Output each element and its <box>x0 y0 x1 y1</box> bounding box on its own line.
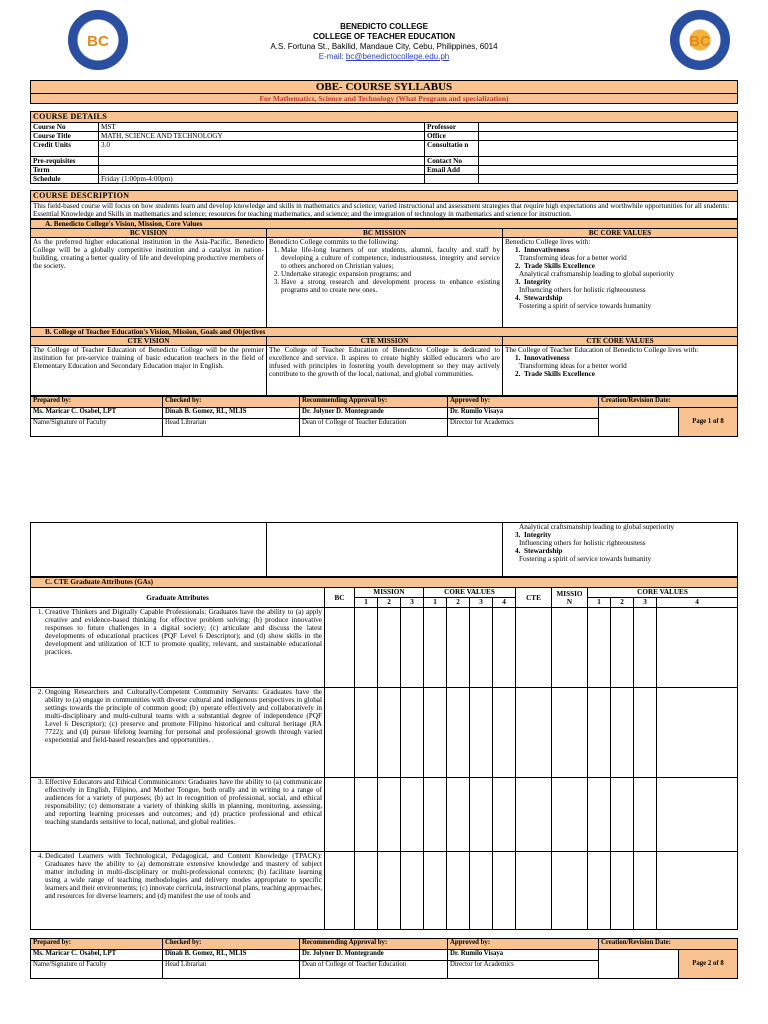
course-description-text: This field-based course will focus on how students learn and develop knowledge and skills in mathematics and science; varied instructional and assessment strategies that require high expectations and worthwhile opportunities for all students: Essential Knowledge and Skills in mathematics and science; resources for teaching mathematics, and science; and the integration of technology in mathematics and science for instruction. <box>31 202 738 219</box>
bc-core-values-text: Benedicto College lives with: 1. Innovativeness Transforming ideas for a better world 2. Trade Skills Excellence Analytical craftsmanship leading to global superiority 3. Integrity Influencing others for holistic righteousness 4. Stewardship Fostering a spirit of service towards humanity <box>503 238 738 328</box>
approval-footer-2: Prepared by: Checked by: Recommending Approval by: Approved by: Creation/Revision Date: Ms. Maricar C. Osabel, LPT Dinah B. Gomez, RL, MLIS Dr. Jolyner D. Montegrande Dr. Rumilo Visaya Page 2 of 8 Name/Signature of Faculty Head Librarian Dean of College of Teacher Education Director for Academics <box>30 938 738 979</box>
email-line: E-mail: bc@benedictocollege.edu.ph <box>318 52 450 61</box>
letterhead <box>30 10 738 80</box>
course-description-table <box>30 190 738 219</box>
email-link[interactable]: bc@benedictocollege.edu.ph <box>345 52 450 61</box>
document-subtitle: For Mathematics, Science and Technology (What Program and specialization) <box>30 94 738 104</box>
cte-vision-text: The College of Teacher Education of Benedicto College will be the premier institution for pre-service training of basic education teachers in the field of Elementary Education and Secondary Education major in English. <box>31 346 267 396</box>
table-row: 2. Ongoing Researchers and Culturally-Competent Community Servants: Graduates have the ability to (a) engage in communities with diverse cultural and indigenous perspectives in global settings towards the principle of common good; (b) operate effectively and collaboratively in multi-disciplinary and multi-cultural teams with a substantial degree of independence (PQF Level 6 Descriptor); (c) preserve and promote Filipino historical and cultural heritage (RA 7722); and (d) pursue lifelong learning for personal and professional growth through varied experiential and field-based researches and opportunities. <box>31 688 738 778</box>
table-row: Course No MST Professor <box>31 123 738 132</box>
section-a-table <box>30 219 738 396</box>
benedicto-college-seal-right: BC <box>670 10 730 70</box>
section-c-heading: C. CTE Graduate Attributes (GAs) <box>31 578 738 588</box>
course-details-heading: COURSE DETAILS <box>31 112 738 123</box>
benedicto-college-logo-left: BC <box>68 10 128 70</box>
page-number: Page 1 of 8 <box>679 408 738 437</box>
document-title: OBE- COURSE SYLLABUS <box>30 80 738 94</box>
table-row: 3. Effective Educators and Ethical Communicators: Graduates have the ability to (a) communicate effectively in English, Filipino, and Mother Tongue, both orally and in writing to a range of audiences for a variety of purposes; (b) act in recognition of professional, social, and ethical responsibility; (c) demonstrate a variety of thinking skills in planning, monitoring, assessing, and reporting learning processes and outcomes; and (d) practice professional and ethical teaching standards sensitive to local, national, and global realities. <box>31 778 738 852</box>
course-description-heading: COURSE DESCRIPTION <box>31 191 738 202</box>
address: A.S. Fortuna St., Bakilid, Mandaue City, Cebu, Philippines, 6014 <box>270 42 498 51</box>
section-b-continued <box>30 522 738 577</box>
cte-mission-heading: CTE MISSION <box>267 337 503 346</box>
table-row: 1. Creative Thinkers and Digitally Capable Professionals: Graduates have the ability to (a) apply creative and evidence-based thinking for effective problem solving; (b) produce innovative responses to future challenges in a digital society; (c) articulate and discuss the latest developments of educational practices (PQF Level 6 Descriptor); and (d) show skills in the development and utilization of ICT to promote quality, relevant, and sustainable educational practices. <box>31 608 738 688</box>
cte-core-values-heading: CTE CORE VALUES <box>503 337 738 346</box>
unit-name: COLLEGE OF TEACHER EDUCATION <box>312 32 456 41</box>
syllabus-page-1 <box>30 10 738 437</box>
approval-footer-1: Prepared by: Checked by: Recommending Approval by: Approved by: Creation/Revision Date: Ms. Maricar C. Osabel, LPT Dinah B. Gomez, RL, MLIS Dr. Jolyner D. Montegrande Dr. Rumilo Visaya Page 1 of 8 Name/Signature of Faculty Head Librarian Dean of College of Teacher Education Director for Academics <box>30 396 738 437</box>
ga-column-header: Graduate Attributes <box>31 588 325 608</box>
table-row: Course Title MATH, SCIENCE AND TECHNOLOGY Office <box>31 132 738 141</box>
table-row: Schedule Friday (1:00pm-4:00pm) <box>31 175 738 184</box>
section-a-heading: A. Benedicto College's Vision, Mission, Core Values <box>31 220 738 229</box>
course-details-table <box>30 111 738 184</box>
table-row: Credit Units 3.0 Consultatio n <box>31 141 738 157</box>
bc-core-values-heading: BC CORE VALUES <box>503 229 738 238</box>
bc-vision-heading: BC VISION <box>31 229 267 238</box>
bc-mission-text: Benedicto College commits to the following: 1. Make life-long learners of our students, alumni, faculty and staff by developing a culture of competence, industriousness, integrity and service to others anchored on Christian values; 2. Undertake strategic expansion programs; and 3. Have a strong research and development process to enhance existing programs and to create new ones. <box>267 238 503 328</box>
bc-vision-text: As the preferred higher educational institution in the Asia-Pacific, Benedicto College will be a globally competitive institution and a catalyst in nation-building, creating a better quality of life and developing productive members of the society. <box>31 238 267 328</box>
cte-vision-heading: CTE VISION <box>31 337 267 346</box>
cte-mission-text: The College of Teacher Education of Benedicto College is dedicated to excellence and service. It aspires to create highly skilled educators who are infused with principles in fostering youth development so they may actively contribute to the growth of the local, national, and global communities. <box>267 346 503 396</box>
college-name: BENEDICTO COLLEGE <box>340 22 428 31</box>
table-row: Pre-requisites Contact No <box>31 157 738 166</box>
table-row: 4. Dedicated Learners with Technological, Pedagogical, and Content Knowledge (TPACK): Graduates have the ability to (a) demonstrate extensive knowledge and mastery of subject matter including in multi-disciplinary or multi-professional contexts; (b) facilitate learning using a wide range of teaching methodologies and delivery modes appropriate to specific learners and their environments; (c) innovate curricula, instructional plans, teaching approaches, and resources for diverse learners; and (d) manifest the use of tools and <box>31 852 738 930</box>
table-row: Term Email Add <box>31 166 738 175</box>
cte-core-values-text: The College of Teacher Education of Benedicto College lives with: 1. Innovativeness Transforming ideas for a better world 2. Trade Skills Excellence <box>503 346 738 396</box>
graduate-attributes-table: C. CTE Graduate Attributes (GAs) Graduate Attributes BC MISSION CORE VALUES CTE MISSIO N CORE VALUES 1 2 3 1 2 3 4 1 2 3 4 1. Creative Thinkers and Digitally Capable Professionals: Graduates have the ability to (a) apply creative and evidence-based thinking for effective problem solving; (b) produce innovative responses to future challenges in a digital society; (c) articulate and discuss the latest developments of educational practices (PQF Level 6 Descriptor); and (d) show skills in the development and utilization of ICT to promote quality, relevant, and sustainable educational practices. 2. Ongoing Researchers and Culturally-Competent Community Servants: Graduates have the ability to (a) engage in communities with diverse cultural and indigenous perspectives in global settings towards the principle of common good; (b) operate effectively and collaboratively in multi-disciplinary and multi-cultural teams with a substantial degree of independence (PQF Level 6 Descriptor); (c) preserve and promote Filipino historical and cultural heritage (RA 7722); and (d) pursue lifelong learning for personal and professional growth through varied experiential and field-based researches and opportunities. 3. Effective Educators and Ethical Communicators: Graduates have the ability to (a) communicate effectively in English, Filipino, and Mother Tongue, both orally and in writing to a range of audiences for a variety of purposes; (b) act in recognition of professional, social, and ethical responsibility; (c) demonstrate a variety of thinking skills in planning, monitoring, assessing, and reporting learning processes and outcomes; and (d) practice professional and ethical teaching standards sensitive to local, national, and global realities. 4. Dedicated Learners with Technological, Pedagogical, and Content Knowledge (TPACK): Graduates have the ability to (a) demonstrate extensive knowledge and mastery of subject matter including in multi-disciplinary or multi-professional contexts; (b) facilitate learning using a wide range of teaching methodologies and delivery modes appropriate to specific learners and their environments; (c) innovate curricula, instructional plans, teaching approaches, and resources for diverse learners; and (d) manifest the use of tools and <box>30 577 738 930</box>
bc-mission-heading: BC MISSION <box>267 229 503 238</box>
page-number: Page 2 of 8 <box>679 950 738 979</box>
letterhead-text <box>210 22 558 62</box>
section-b-heading: B. College of Teacher Education's Vision, Mission, Goals and Objectives <box>31 328 738 337</box>
cte-core-values-continued: Analytical craftsmanship leading to global superiority 3. Integrity Influencing others for holistic righteousness 4. Stewardship Fostering a spirit of service towards humanity <box>503 523 738 577</box>
syllabus-page-2 <box>30 522 738 979</box>
